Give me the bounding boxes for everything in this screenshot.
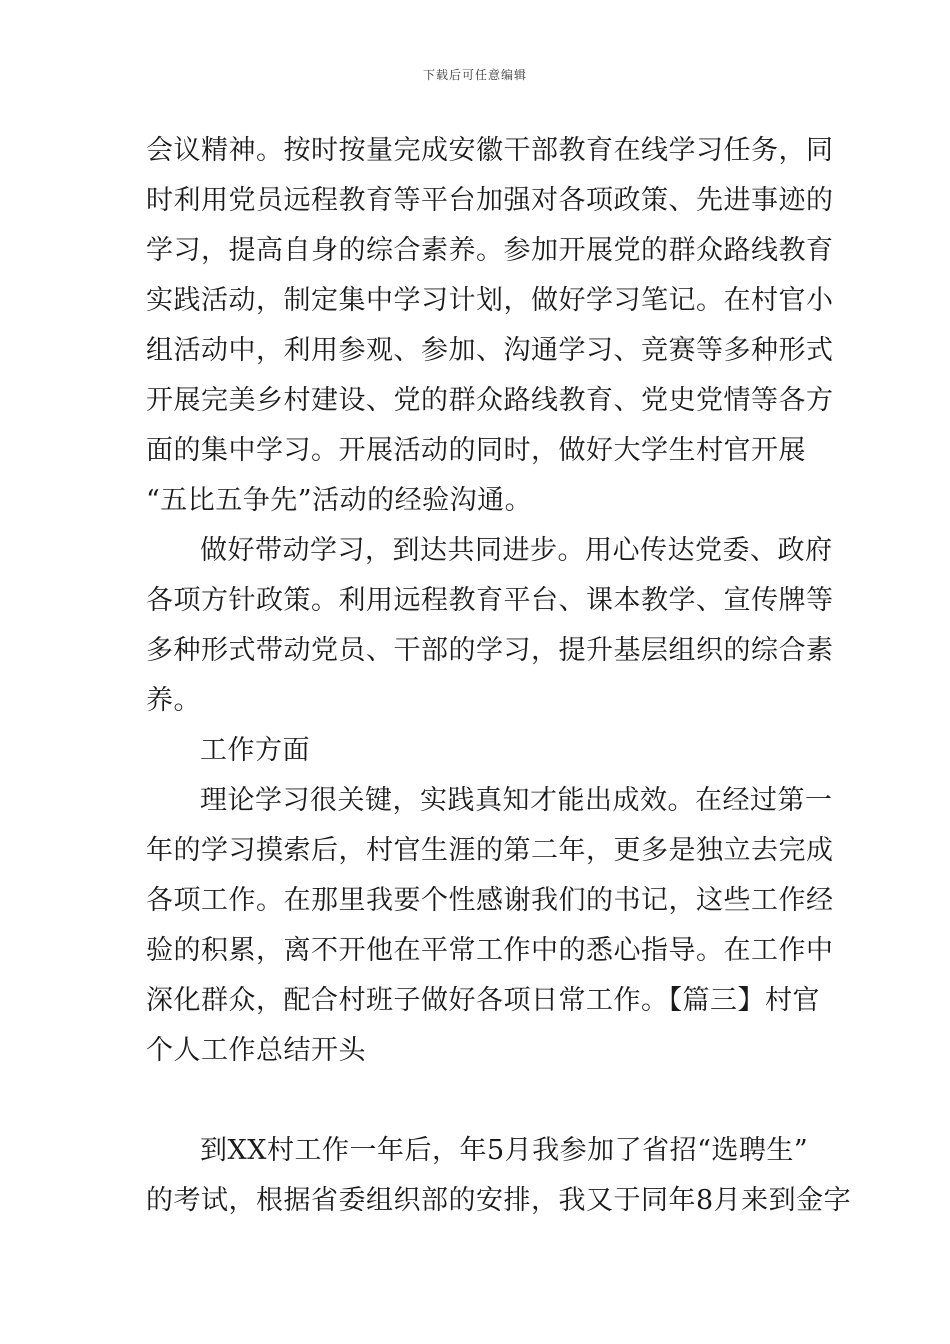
text-line: 面的集中学习。开展活动的同时，做好大学生村官开展	[146, 435, 806, 466]
text-line: 年的学习摸索后，村官生涯的第二年，更多是独立去完成	[146, 835, 834, 866]
text-line: “五比五争先”活动的经验沟通。	[146, 485, 533, 516]
text-line: 养。	[146, 685, 201, 716]
section-heading: 工作方面	[200, 735, 310, 766]
text-line: 学习，提高自身的综合素养。参加开展党的群众路线教育	[146, 235, 834, 266]
paragraph-start-line: 做好带动学习，到达共同进步。用心传达党委、政府	[200, 535, 833, 566]
text-line: 各项工作。在那里我要个性感谢我们的书记，这些工作经	[146, 885, 834, 916]
text-line: 各项方针政策。利用远程教育平台、课本教学、宣传牌等	[146, 585, 834, 616]
text-line: 多种形式带动党员、干部的学习，提升基层组织的综合素	[146, 635, 834, 666]
text-line: 会议精神。按时按量完成安徽干部教育在线学习任务，同	[146, 135, 834, 166]
header-note: 下载后可任意编辑	[422, 68, 527, 82]
document-body	[146, 126, 852, 1226]
text-line: 验的积累，离不开他在平常工作中的悉心指导。在工作中	[146, 935, 834, 966]
text-line: 开展完美乡村建设、党的群众路线教育、党史党情等各方	[146, 385, 834, 416]
paragraph-start-line: 到XX村工作一年后，年5月我参加了省招“选聘生”	[200, 1135, 809, 1166]
text-line: 的考试，根据省委组织部的安排，我又于同年8月来到金字	[146, 1185, 852, 1216]
text-line: 时利用党员远程教育等平台加强对各项政策、先进事迹的	[146, 185, 834, 216]
blank-gap	[146, 1076, 806, 1126]
text-line: 组活动中，利用参观、参加、沟通学习、竞赛等多种形式	[146, 335, 834, 366]
text-line: 实践活动，制定集中学习计划，做好学习笔记。在村官小	[146, 285, 834, 316]
text-line: 个人工作总结开头	[146, 1035, 366, 1066]
text-line: 深化群众，配合村班子做好各项日常工作。【篇三】村官	[146, 985, 820, 1016]
paragraph-start-line: 理论学习很关键，实践真知才能出成效。在经过第一	[200, 785, 833, 816]
